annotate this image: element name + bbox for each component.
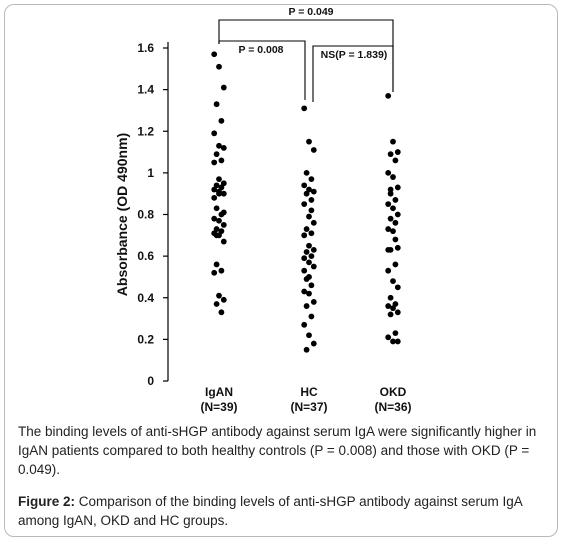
data-point	[306, 291, 312, 297]
x-category-label: HC	[300, 385, 318, 399]
data-point	[388, 151, 394, 157]
data-point	[309, 207, 315, 213]
data-point	[304, 226, 310, 232]
data-point	[385, 268, 391, 274]
significance-brackets	[219, 6, 393, 102]
data-point	[216, 293, 222, 299]
p-value-label: NS(P = 1.839)	[320, 49, 388, 61]
data-point	[301, 182, 307, 188]
data-point	[221, 85, 227, 91]
data-point	[304, 170, 310, 176]
data-point	[304, 249, 310, 255]
data-point	[306, 243, 312, 249]
data-point	[309, 230, 315, 236]
data-point	[390, 139, 396, 145]
y-tick-label: 0	[147, 374, 154, 388]
data-point	[393, 237, 399, 243]
data-point	[311, 341, 317, 347]
data-point	[385, 334, 391, 340]
data-point	[393, 220, 399, 226]
data-point	[221, 210, 227, 216]
data-point	[221, 222, 227, 228]
data-point	[385, 247, 391, 253]
data-point	[216, 176, 222, 182]
p-value-label: P = 0.049	[288, 6, 334, 18]
data-point	[219, 118, 225, 124]
data-point	[306, 139, 312, 145]
data-point	[214, 205, 220, 211]
data-point	[301, 105, 307, 111]
x-category-count: (N=37)	[290, 400, 328, 414]
data-point	[309, 253, 315, 259]
x-category-count: (N=36)	[374, 400, 412, 414]
data-point	[301, 232, 307, 238]
data-point	[390, 278, 396, 284]
data-point	[211, 51, 217, 57]
data-point	[219, 309, 225, 315]
data-point	[301, 268, 307, 274]
data-point	[304, 347, 310, 353]
data-point	[388, 312, 394, 318]
y-tick-label: 1.2	[137, 124, 154, 139]
data-point	[385, 93, 391, 99]
data-point	[388, 216, 394, 222]
data-point	[214, 232, 220, 238]
data-point	[395, 212, 401, 218]
data-point	[304, 191, 310, 197]
x-category-count: (N=39)	[200, 400, 238, 414]
data-point	[216, 64, 222, 70]
caption-description: The binding levels of anti-sHGP antibody against serum IgA were significantly higher in IgAN patients compared to both healthy controls (P = 0.008) and those with OKD (P = 0.049).	[18, 424, 537, 477]
data-point	[301, 322, 307, 328]
data-point	[390, 305, 396, 311]
data-point	[304, 303, 310, 309]
data-point	[388, 295, 394, 301]
data-point	[219, 268, 225, 274]
x-category-label: IgAN	[205, 385, 233, 399]
data-point	[309, 282, 315, 288]
y-tick-label: 0.8	[137, 207, 154, 222]
data-point	[211, 270, 217, 276]
figure-label: Figure 2:	[18, 494, 76, 509]
data-point	[221, 297, 227, 303]
y-tick-label: 0.2	[137, 332, 154, 347]
data-point	[306, 214, 312, 220]
data-point	[311, 220, 317, 226]
figure-caption	[18, 492, 546, 530]
data-point	[216, 218, 222, 224]
data-point	[214, 101, 220, 107]
data-point	[311, 299, 317, 305]
data-point	[385, 201, 391, 207]
data-point	[306, 274, 312, 280]
data-point	[393, 262, 399, 268]
y-tick-label: 1.4	[137, 82, 154, 97]
data-point	[390, 228, 396, 234]
data-point	[395, 245, 401, 251]
data-point	[214, 301, 220, 307]
data-point	[306, 332, 312, 338]
data-point	[211, 130, 217, 136]
data-point	[395, 339, 401, 345]
data-point	[388, 191, 394, 197]
data-point	[385, 170, 391, 176]
axis-labels	[114, 41, 412, 414]
y-tick-label: 0.4	[137, 290, 154, 305]
p-value-label: P = 0.008	[238, 44, 284, 56]
data-point	[221, 145, 227, 151]
data-point	[309, 197, 315, 203]
data-point	[393, 330, 399, 336]
data-point	[311, 189, 317, 195]
data-points	[211, 51, 400, 352]
data-point	[390, 205, 396, 211]
data-point	[309, 176, 315, 182]
y-tick-label: 1	[147, 165, 154, 180]
data-point	[301, 255, 307, 261]
data-point	[311, 247, 317, 253]
data-point	[311, 264, 317, 270]
data-point	[219, 157, 225, 163]
data-point	[395, 149, 401, 155]
data-point	[311, 147, 317, 153]
data-point	[214, 151, 220, 157]
data-point	[309, 314, 315, 320]
data-point	[390, 174, 396, 180]
data-point	[216, 191, 222, 197]
data-point	[221, 239, 227, 245]
data-point	[393, 157, 399, 163]
y-tick-label: 0.6	[137, 249, 154, 264]
x-category-label: OKD	[379, 385, 407, 399]
data-point	[214, 262, 220, 268]
figure-text: Comparison of the binding levels of anti-sHGP antibody against serum IgA among IgAN, OKD and HC groups.	[18, 494, 523, 528]
data-point	[301, 201, 307, 207]
data-point	[393, 197, 399, 203]
data-point	[395, 284, 401, 290]
data-point	[395, 309, 401, 315]
axes	[163, 42, 168, 381]
data-point	[306, 259, 312, 265]
y-axis-title: Absorbance (OD 490nm)	[114, 132, 130, 297]
y-tick-label: 1.6	[137, 41, 154, 55]
data-point	[211, 160, 217, 166]
data-point	[211, 195, 217, 201]
data-point	[395, 185, 401, 191]
